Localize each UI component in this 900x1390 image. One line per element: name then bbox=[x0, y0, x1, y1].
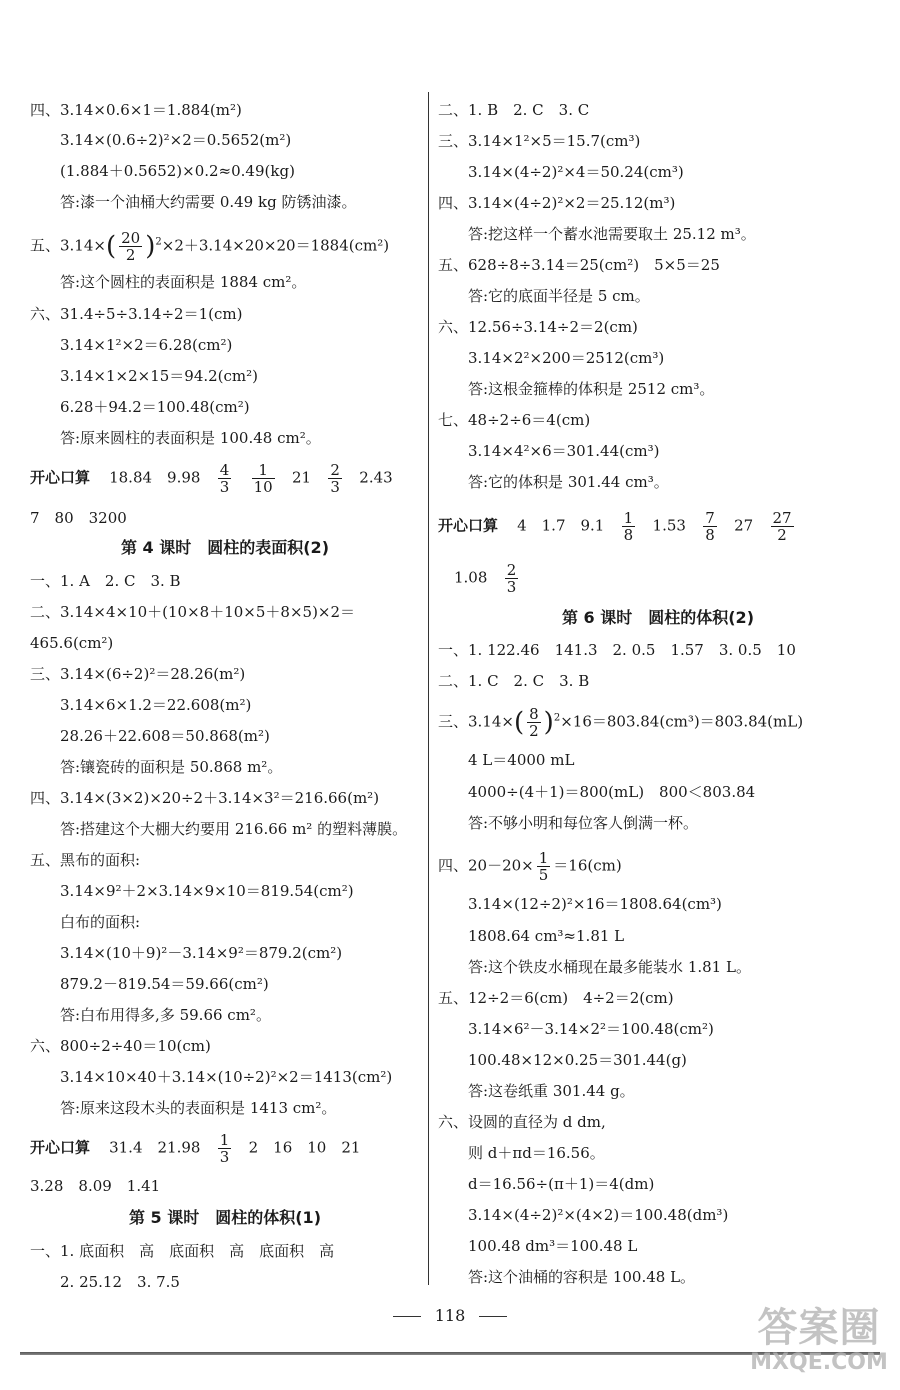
mental-math-label: 开心口算 bbox=[438, 516, 499, 535]
answer-line: 五、628÷8÷3.14＝25(cm²) 5×5＝25 bbox=[438, 256, 720, 274]
answer-line: 答:这个圆柱的表面积是 1884 cm²。 bbox=[60, 273, 307, 291]
mental-math-line: 开心口算 18.84 9.98 $\frac{4}{3}$ $\frac{1}{10}$ 21 $\frac{2}{3}$ 2.43 bbox=[30, 461, 393, 496]
fraction: $\frac{2}{3}$ bbox=[330, 461, 340, 496]
answer-line: 100.48×12×0.25＝301.44(g) bbox=[468, 1051, 687, 1069]
answer-line: 五、黑布的面积: bbox=[30, 851, 141, 869]
answer-line-fraction bbox=[438, 850, 622, 883]
answer-line: 3.14×(10＋9)²－3.14×9²＝879.2(cm²) bbox=[60, 944, 343, 962]
answer-line-fraction: 五、3.14×( $\frac{20}{2}$ )$^2$×2＋3.14×20×20＝1884(cm²) bbox=[30, 229, 390, 264]
fraction: $\frac{1}{5}$ bbox=[538, 849, 549, 884]
column-divider bbox=[428, 92, 429, 1285]
answer-line: 3.14×(12÷2)²×16＝1808.64(cm³) bbox=[468, 895, 722, 913]
fraction: $\frac{20}{2}$ bbox=[121, 229, 141, 264]
mental-math-label: 开心口算 bbox=[30, 468, 91, 487]
answer-line: 100.48 dm³＝100.48 L bbox=[468, 1237, 638, 1255]
mental-math-line: 开心口算 31.4 21.98 $\frac{1}{3}$ 2 16 10 21 bbox=[30, 1131, 361, 1166]
expr-text: 五、3.14× bbox=[30, 236, 106, 255]
answer-line: 答:白布用得多,多 59.66 cm²。 bbox=[60, 1006, 271, 1024]
fraction: $\frac{7}{8}$ bbox=[705, 509, 715, 544]
answer-line: (1.884＋0.5652)×0.2≈0.49(kg) bbox=[60, 162, 295, 180]
answer-line: 答:这个铁皮水桶现在最多能装水 1.81 L。 bbox=[468, 958, 751, 976]
answer-line: 答:它的底面半径是 5 cm。 bbox=[468, 287, 650, 305]
answer-line: 答:这个油桶的容积是 100.48 L。 bbox=[468, 1268, 696, 1286]
answer-line: 6.28＋94.2＝100.48(cm²) bbox=[60, 398, 250, 416]
answer-line: 六、12.56÷3.14÷2＝2(cm) bbox=[438, 318, 638, 336]
answer-line: 四、3.14×(3×2)×20÷2＋3.14×3²＝216.66(m²) bbox=[30, 789, 380, 807]
lesson-title: 第 4 课时 圆柱的表面积(2) bbox=[120, 538, 330, 557]
answer-line: 答:原来圆柱的表面积是 100.48 cm²。 bbox=[60, 429, 321, 447]
answer-line: 3.28 8.09 1.41 bbox=[30, 1177, 161, 1195]
answer-line: 三、3.14×(6÷2)²＝28.26(m²) bbox=[30, 665, 246, 683]
answer-line: 答:镶瓷砖的面积是 50.868 m²。 bbox=[60, 758, 283, 776]
answer-line: 答:这卷纸重 301.44 g。 bbox=[468, 1082, 635, 1100]
page-number: 118 bbox=[0, 1306, 900, 1325]
expr-text: ×2＋3.14×20×20＝1884(cm²) bbox=[161, 236, 390, 255]
answer-line: 879.2－819.54＝59.66(cm²) bbox=[60, 975, 269, 993]
answer-line: 465.6(cm²) bbox=[30, 634, 114, 652]
answer-line: 答:挖这样一个蓄水池需要取土 25.12 m³。 bbox=[468, 225, 756, 243]
answer-line: 六、800÷2÷40＝10(cm) bbox=[30, 1037, 211, 1055]
answer-line: 四、3.14×(4÷2)²×2＝25.12(m³) bbox=[438, 194, 676, 212]
answer-line: 3.14×6²－3.14×2²＝100.48(cm²) bbox=[468, 1020, 714, 1038]
answer-line: 3.14×2²×200＝2512(cm³) bbox=[468, 349, 665, 367]
answer-line: 3.14×6×1.2＝22.608(m²) bbox=[60, 696, 252, 714]
answer-line: 3.14×4²×6＝301.44(cm³) bbox=[468, 442, 660, 460]
mental-math-label: 开心口算 bbox=[30, 1138, 91, 1157]
answer-line: 答:这根金箍棒的体积是 2512 cm³。 bbox=[468, 380, 715, 398]
lesson-title: 第 5 课时 圆柱的体积(1) bbox=[128, 1208, 322, 1227]
answer-line: 1808.64 cm³≈1.81 L bbox=[468, 927, 625, 945]
answer-line: 六、设圆的直径为 d dm, bbox=[438, 1113, 606, 1131]
answer-line: 答:原来这段木头的表面积是 1413 cm²。 bbox=[60, 1099, 337, 1117]
lesson-title: 第 6 课时 圆柱的体积(2) bbox=[561, 608, 755, 627]
answer-line: 二、1. B 2. C 3. C bbox=[438, 101, 590, 119]
mental-math-line: 开心口算 4 1.7 9.1 $\frac{1}{8}$ 1.53 $\frac{7}{8}$ 27 $\frac{27}{2}$ bbox=[438, 509, 792, 544]
answer-line: d＝16.56÷(π＋1)＝4(dm) bbox=[468, 1175, 655, 1193]
fraction: $\frac{8}{2}$ bbox=[529, 705, 539, 740]
answer-line: 三、3.14×1²×5＝15.7(cm³) bbox=[438, 132, 641, 150]
answer-line: 28.26＋22.608＝50.868(m²) bbox=[60, 727, 270, 745]
answer-line: 3.14×9²＋2×3.14×9×10＝819.54(cm²) bbox=[60, 882, 354, 900]
answer-line: 一、1. 122.46 141.3 2. 0.5 1.57 3. 0.5 10 bbox=[438, 641, 796, 659]
expr-text: 四、20－20× bbox=[438, 856, 534, 875]
answer-line: 四、3.14×0.6×1＝1.884(m²) bbox=[30, 101, 242, 119]
answer-line: 4000÷(4＋1)＝800(mL) 800＜803.84 bbox=[468, 783, 756, 801]
answer-line: 答:不够小明和每位客人倒满一杯。 bbox=[468, 814, 699, 832]
answer-line: 答:漆一个油桶大约需要 0.49 kg 防锈油漆。 bbox=[60, 193, 357, 211]
answer-line-fraction: 三、3.14×( $\frac{8}{2}$ )$^2$×16＝803.84(cm³)＝803.84(mL) bbox=[438, 705, 804, 740]
answer-line: 3.14×(0.6÷2)²×2＝0.5652(m²) bbox=[60, 131, 292, 149]
fraction: $\frac{1}{3}$ bbox=[219, 1131, 230, 1166]
answer-line: 3.14×1×2×15＝94.2(cm²) bbox=[60, 367, 259, 385]
answer-line: 白布的面积: bbox=[60, 913, 141, 931]
watermark-logo: 答案圈 MXQE.COM bbox=[750, 1304, 888, 1375]
fraction: $\frac{1}{8}$ bbox=[623, 509, 634, 544]
expr-text: ×16＝803.84(cm³)＝803.84(mL) bbox=[560, 712, 804, 731]
answer-line: 4 L＝4000 mL bbox=[468, 751, 575, 769]
answer-line: 七、48÷2÷6＝4(cm) bbox=[438, 411, 591, 429]
answer-line: 则 d＋πd＝16.56。 bbox=[468, 1144, 605, 1162]
mental-math-line: 1.08 $\frac{2}{3}$ bbox=[454, 561, 517, 596]
fraction: $\frac{2}{3}$ bbox=[506, 561, 517, 596]
fraction: $\frac{4}{3}$ bbox=[219, 461, 230, 496]
answer-line: 二、1. C 2. C 3. B bbox=[438, 672, 590, 690]
answer-line: 3.14×(4÷2)²×4＝50.24(cm³) bbox=[468, 163, 684, 181]
answer-line: 2. 25.12 3. 7.5 bbox=[60, 1273, 180, 1291]
answer-line: 一、1. A 2. C 3. B bbox=[30, 572, 181, 590]
expr-text: 三、3.14× bbox=[438, 712, 514, 731]
answer-line: 二、3.14×4×10＋(10×8＋10×5＋8×5)×2＝ bbox=[30, 603, 356, 621]
answer-line: 答:搭建这个大棚大约要用 216.66 m² 的塑料薄膜。 bbox=[60, 820, 408, 838]
answer-line: 答:它的体积是 301.44 cm³。 bbox=[468, 473, 669, 491]
answer-line: 3.14×(4÷2)²×(4×2)＝100.48(dm³) bbox=[468, 1206, 729, 1224]
answer-line: 3.14×1²×2＝6.28(cm²) bbox=[60, 336, 233, 354]
fraction: $\frac{1}{10}$ bbox=[253, 461, 273, 496]
fraction: $\frac{27}{2}$ bbox=[772, 509, 792, 544]
answer-line: 六、31.4÷5÷3.14÷2＝1(cm) bbox=[30, 305, 243, 323]
expr-text: ＝16(cm) bbox=[553, 856, 622, 875]
answer-line: 五、12÷2＝6(cm) 4÷2＝2(cm) bbox=[438, 989, 674, 1007]
answer-line: 7 80 3200 bbox=[30, 509, 127, 527]
answer-line: 3.14×10×40＋3.14×(10÷2)²×2＝1413(cm²) bbox=[60, 1068, 393, 1086]
answer-line: 一、1. 底面积 高 底面积 高 底面积 高 bbox=[30, 1242, 335, 1260]
